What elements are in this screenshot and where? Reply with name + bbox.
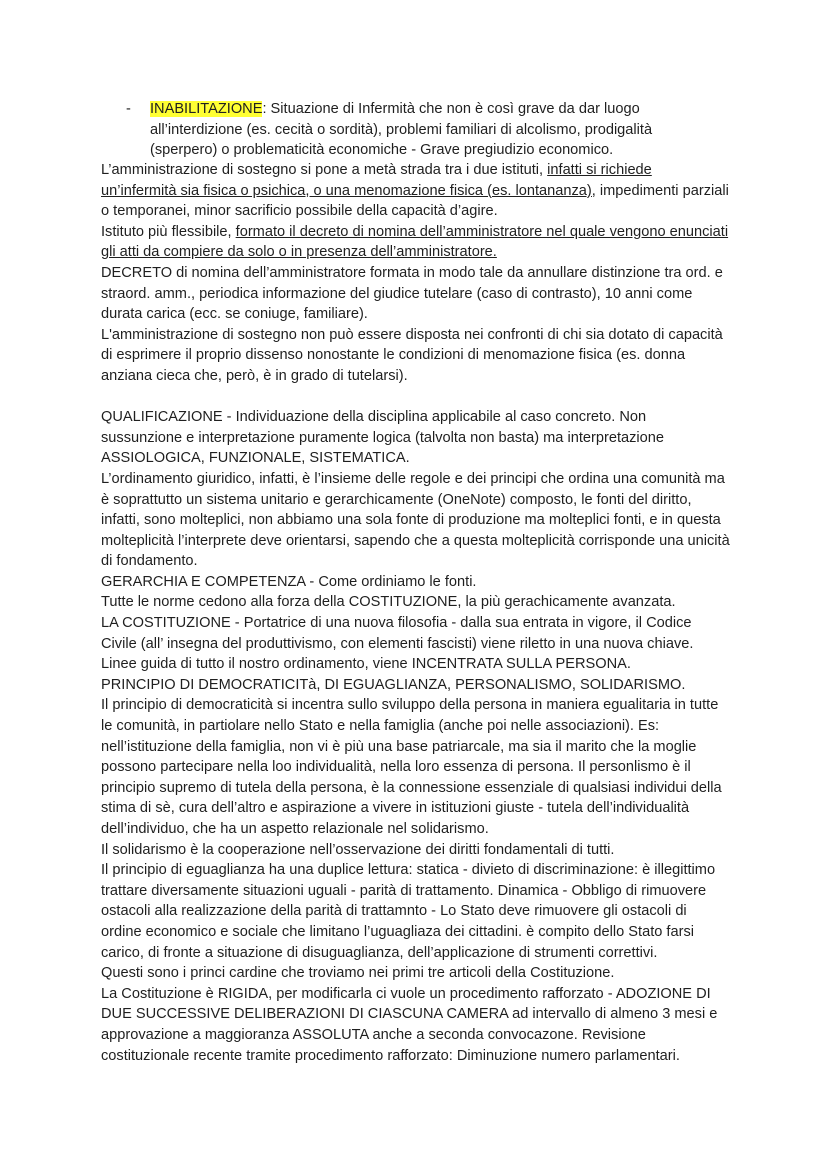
- paragraph: L’ordinamento giuridico, infatti, è l’insieme delle regole e dei principi che ordina una comunità ma è soprattutto un sistema unitario e gerarchicamente (OneNote) composto, le fonti del diritto, infatti, sono molteplici, non abbiamo una sola fonte di produzione ma molteplici fonti, e in questa molteplicità l’interprete deve orientarsi, sapendo che a questa molteplicità corrisponde una unicità di fondamento.: [101, 470, 730, 570]
- paragraph: GERARCHIA E COMPETENZA - Come ordiniamo le fonti.: [101, 573, 477, 590]
- bullet-marker: -: [126, 101, 131, 117]
- bullet-item-inabilitazione: [150, 99, 710, 161]
- paragraph: LA COSTITUZIONE - Portatrice di una nuova filosofia - dalla sua entrata in vigore, il Codice Civile (all’ insegna del produttivismo, con elementi fascisti) viene riletto in una nuova chiave.: [101, 615, 694, 652]
- paragraph: PRINCIPIO DI DEMOCRATICITà, DI EGUAGLIANZA, PERSONALISMO, SOLIDARISMO.: [101, 676, 686, 693]
- bullet-description: : Situazione di Infermità che non è così grave da dar luogo all’interdizione (es. cecità o sordità), problemi familiari di alcolismo, prodigalità (sperpero) o problematicità economiche - Grave pregiudizio economico.: [150, 101, 653, 159]
- paragraph: Il principio di democraticità si incentra sullo sviluppo della persona in maniera egualitaria in tutte le comunità, in partiolare nello Stato e nella famiglia (anche poi nelle associazioni). Es: nell’istituzione della famiglia, non vi è più una base patriarcale, ma sia il marito che la moglie possono partecipare nella loo individualità, nella loro essenza di persona. Il personlismo è il principio supremo di tutela della persona, è la connessione essenziale di qualsiasi individui della stima di sè, cura dell’altro e aspirazione a vivere in istituzioni giuste - tutela dell’individualità dell’individuo, che ha un aspetto relazionale nel solidarismo.: [101, 697, 722, 837]
- paragraph: QUALIFICAZIONE - Individuazione della disciplina applicabile al caso concreto. Non sussunzione e interpretazione puramente logica (talvolta non basta) ma interpretazione ASSIOLOGICA, FUNZIONALE, SISTEMATICA.: [101, 409, 664, 467]
- paragraph: Tutte le norme cedono alla forza della COSTITUZIONE, la più gerachicamente avanzata.: [101, 594, 676, 611]
- paragraph: Il principio di eguaglianza ha una duplice lettura: statica - divieto di discriminazione: è illegittimo trattare diversamente situazioni uguali - parità di trattamento. Dinamica - Obbligo di rimuovere ostacoli alla realizzazione della parità di trattamnto - Lo Stato deve rimuovere gli ostacoli di ordine economico e sociale che limitano l’uguagliaza dei cittadini. è compito dello Stato farsi carico, di fronte a situazione di disuguaglianza, dell’applicazione di strumenti correttivi.: [101, 862, 716, 961]
- document-body: [101, 160, 731, 1066]
- paragraph: DECRETO di nomina dell’amministratore formata in modo tale da annullare distinzione tra ord. e straord. amm., periodica informazione del giudice tutelare (caso di contrasto), 10 anni come durata carica (ecc. se coniuge, familiare).: [101, 264, 723, 323]
- paragraph: L’amministrazione di sostegno si pone a metà strada tra i due istituti, infatti si richiede un’infermità sia fisica o psichica, o una menomazione fisica (es. lontananza), impedimenti parziali o temporanei, minor sacrificio possibile della capacità d’agire.: [101, 162, 729, 220]
- highlighted-term: INABILITAZIONE: [150, 101, 263, 117]
- paragraph: Questi sono i princi cardine che troviamo nei primi tre articoli della Costituzione.: [101, 965, 615, 982]
- blank-line: [101, 387, 731, 408]
- paragraph: La Costituzione è RIGIDA, per modificarla ci vuole un procedimento rafforzato - ADOZIONE DI DUE SUCCESSIVE DELIBERAZIONI DI CIASCUNA CAMERA ad intervallo di almeno 3 mesi e approvazione a maggioranza ASSOLUTA anche a seconda convocazone. Revisione costituzionale recente tramite procedimento rafforzato: Diminuzione numero parlamentari.: [101, 985, 718, 1064]
- paragraph: Istituto più flessibile, formato il decreto di nomina dell’amministratore nel quale vengono enunciati gli atti da compiere da solo o in presenza dell’amministratore.: [101, 223, 729, 261]
- underlined-text: infatti si richiede un’infermità sia fisica o psichica, o una menomazione fisica (es. lontananza),: [101, 162, 652, 199]
- paragraph: L'amministrazione di sostegno non può essere disposta nei confronti di chi sia dotato di capacità di esprimere il proprio dissenso nonostante le condizioni di menomazione fisica (es. donna anziana cieca che, però, è in grado di tutelarsi).: [101, 326, 723, 384]
- paragraph: Il solidarismo è la cooperazione nell’osservazione dei diritti fondamentali di tutti.: [101, 841, 615, 858]
- paragraph: Linee guida di tutto il nostro ordinamento, viene INCENTRATA SULLA PERSONA.: [101, 656, 631, 673]
- underlined-text: formato il decreto di nomina dell’amministratore nel quale vengono enunciati gli atti da compiere da solo o in presenza dell’amministratore.: [101, 223, 729, 261]
